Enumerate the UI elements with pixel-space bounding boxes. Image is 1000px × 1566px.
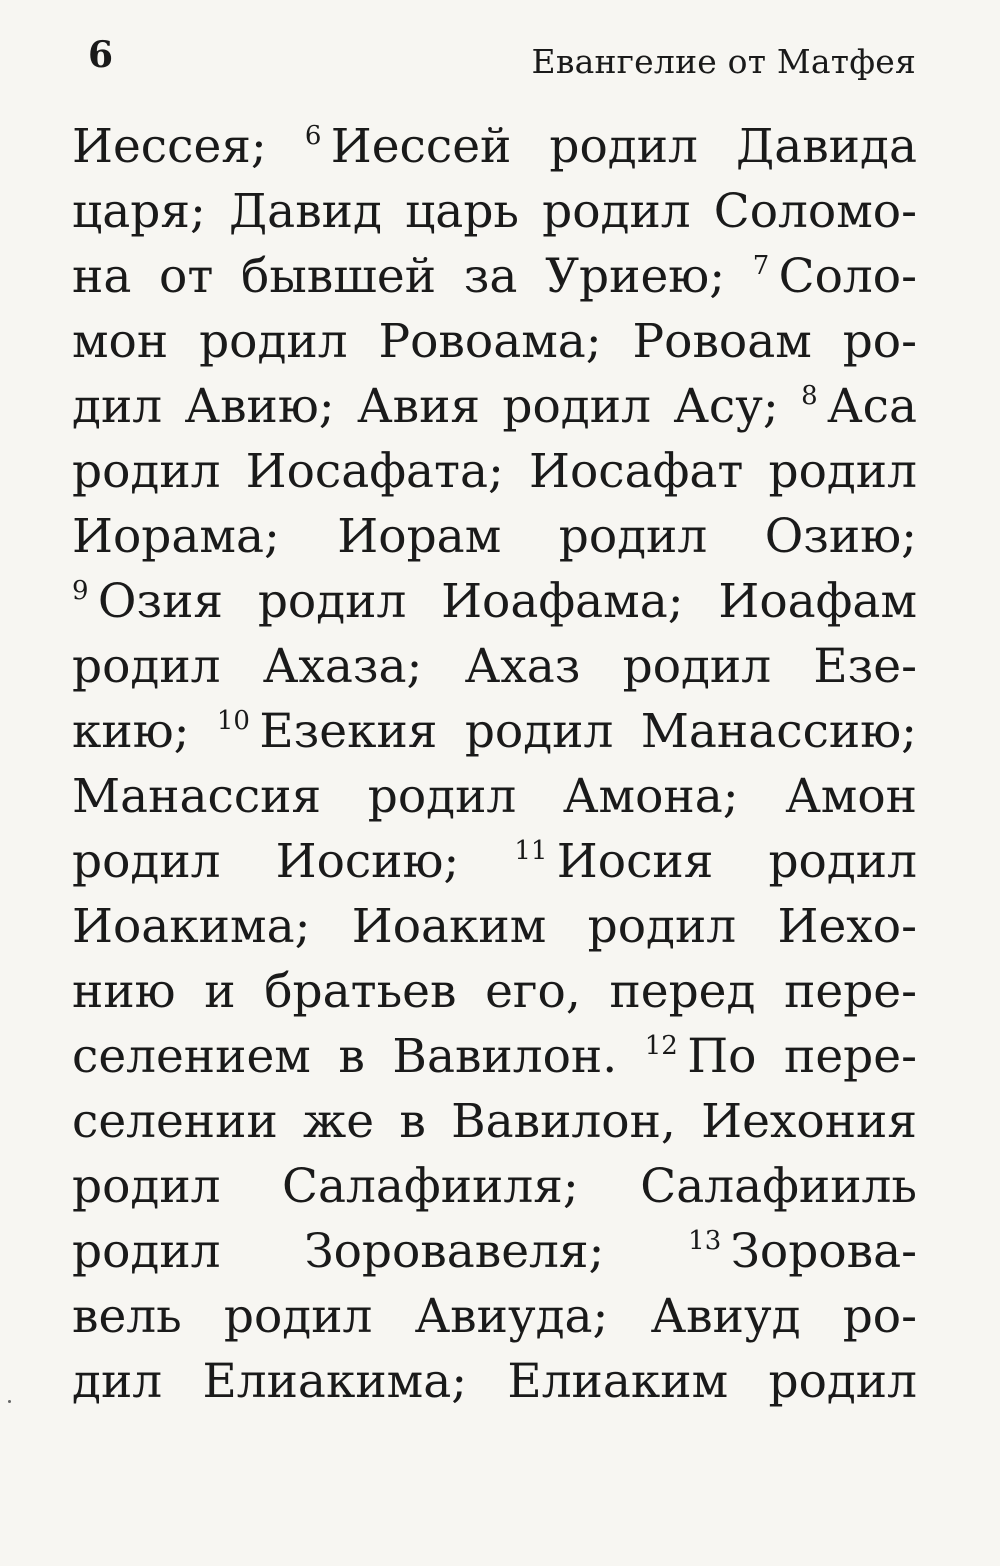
text-word: кию; [72, 704, 190, 759]
text-word: Озию; [764, 509, 917, 564]
text-word: Давида [735, 119, 917, 174]
text-word: царя; [72, 184, 206, 239]
text-word: в [399, 1094, 426, 1149]
text-word: перед [609, 964, 756, 1019]
text-word: Манассия [72, 769, 322, 824]
text-word: братьев [264, 964, 457, 1019]
text-word: $^9$ Озия [72, 574, 224, 629]
text-line [72, 1349, 917, 1414]
verse-number: 10 [216, 706, 250, 736]
text-word: Иехо- [777, 899, 917, 954]
text-word: Иосафат [528, 444, 744, 499]
text-word: родил [558, 509, 708, 564]
verse-number: 8 [801, 381, 818, 411]
text-line [72, 829, 917, 894]
text-word: дил [72, 379, 163, 434]
text-word: родил [72, 444, 221, 499]
text-line [72, 1024, 917, 1089]
text-word: царь [405, 184, 519, 239]
text-word: Амона; [562, 769, 739, 824]
text-word: бывшей [241, 249, 437, 304]
text-word: Ахаза; [262, 639, 423, 694]
text-word: родил [72, 1159, 221, 1214]
text-line [72, 1154, 917, 1219]
text-word: родил [587, 899, 737, 954]
text-word: селении [72, 1094, 278, 1149]
text-word: в [338, 1029, 365, 1084]
text-line [72, 699, 917, 764]
text-word: на [72, 249, 132, 304]
text-word: Елиаким [507, 1354, 729, 1409]
text-word: родил [223, 1289, 373, 1344]
text-word: Иессея; [72, 119, 267, 174]
text-word: Соломо- [713, 184, 917, 239]
text-word: же [303, 1094, 375, 1149]
text-word: Амон [785, 769, 917, 824]
text-word: ро- [842, 314, 917, 369]
text-word: Салафииля; [282, 1159, 579, 1214]
text-word: Авия [357, 379, 481, 434]
text-word: родил [72, 1224, 221, 1279]
text-word: Манассию; [640, 704, 917, 759]
text-word: Иоафам [718, 574, 917, 629]
text-line [72, 1089, 917, 1154]
verse-number: 13 [688, 1226, 722, 1256]
text-word: Иехония [701, 1094, 917, 1149]
text-word: родил [257, 574, 407, 629]
text-word: Авию; [184, 379, 335, 434]
text-line [72, 374, 917, 439]
text-word: Ровоама; [378, 314, 602, 369]
paper-speck [8, 1400, 11, 1403]
text-word: $^{10}$ Езекия [216, 704, 438, 759]
text-word: родил [549, 119, 698, 174]
text-line [72, 114, 917, 179]
text-word: ро- [842, 1289, 917, 1344]
text-word: родил [502, 379, 651, 434]
text-word: $^6$ Иессей [304, 119, 512, 174]
text-word: и [204, 964, 236, 1019]
verse-number: 7 [752, 251, 770, 281]
text-word: родил [768, 834, 917, 889]
text-line [72, 1284, 917, 1349]
text-word: Вавилон. [392, 1029, 618, 1084]
text-word: от [159, 249, 214, 304]
text-word: мон [72, 314, 169, 369]
text-word: Вавилон, [451, 1094, 676, 1149]
text-word: $^{13}$ Зорова- [688, 1224, 917, 1279]
text-word: родил [768, 1354, 917, 1409]
text-word: $^8$ Аса [801, 379, 917, 434]
text-word: Иосафата; [245, 444, 504, 499]
text-word: родил [72, 834, 221, 889]
text-word: Иоафама; [441, 574, 684, 629]
text-word: Салафииль [640, 1159, 917, 1214]
scripture-text [72, 114, 917, 1414]
text-word: Асу; [673, 379, 779, 434]
text-word: родил [768, 444, 917, 499]
text-line [72, 1219, 917, 1284]
text-word: Езе- [813, 639, 917, 694]
text-word: Иорам [337, 509, 502, 564]
text-word: дил [72, 1354, 163, 1409]
verse-number: 9 [72, 576, 89, 606]
text-word: его, [485, 964, 581, 1019]
verse-number: 11 [514, 836, 548, 866]
text-word: пере- [784, 1029, 917, 1084]
text-word: Уриею; [545, 249, 726, 304]
text-word: $^7$ Соло- [752, 249, 917, 304]
text-word: родил [367, 769, 517, 824]
verse-number: 12 [644, 1031, 678, 1061]
text-word: Авиуд [650, 1289, 801, 1344]
text-word: $^{12}$ По [644, 1029, 757, 1084]
text-word: нию [72, 964, 176, 1019]
text-word: Иоакима; [72, 899, 311, 954]
verse-number: 6 [304, 121, 322, 151]
text-word: Ровоам [632, 314, 812, 369]
text-word: родил [72, 639, 221, 694]
text-word: Иосию; [275, 834, 460, 889]
page-number: 6 [88, 34, 114, 76]
text-word: пере- [784, 964, 917, 1019]
text-word: селением [72, 1029, 311, 1084]
text-word: Елиакима; [202, 1354, 468, 1409]
text-word: $^{11}$ Иосия [514, 834, 714, 889]
text-line [72, 244, 917, 309]
text-word: вель [72, 1289, 182, 1344]
text-word: Иорама; [72, 509, 280, 564]
text-word: родил [542, 184, 691, 239]
page-header [88, 34, 916, 84]
text-line [72, 504, 917, 569]
text-word: Зоровавеля; [304, 1224, 605, 1279]
text-line [72, 569, 917, 634]
text-word: родил [464, 704, 614, 759]
text-word: Иоаким [351, 899, 547, 954]
text-line [72, 439, 917, 504]
text-word: за [463, 249, 518, 304]
text-line [72, 959, 917, 1024]
text-line [72, 309, 917, 374]
text-line [72, 894, 917, 959]
text-word: Давид [228, 184, 382, 239]
text-word: родил [622, 639, 772, 694]
text-word: родил [199, 314, 348, 369]
text-line [72, 764, 917, 829]
text-word: Ахаз [464, 639, 581, 694]
text-line [72, 179, 917, 244]
text-word: Авиуда; [414, 1289, 609, 1344]
running-title: Евангелие от Матфея [531, 42, 916, 81]
text-line [72, 634, 917, 699]
